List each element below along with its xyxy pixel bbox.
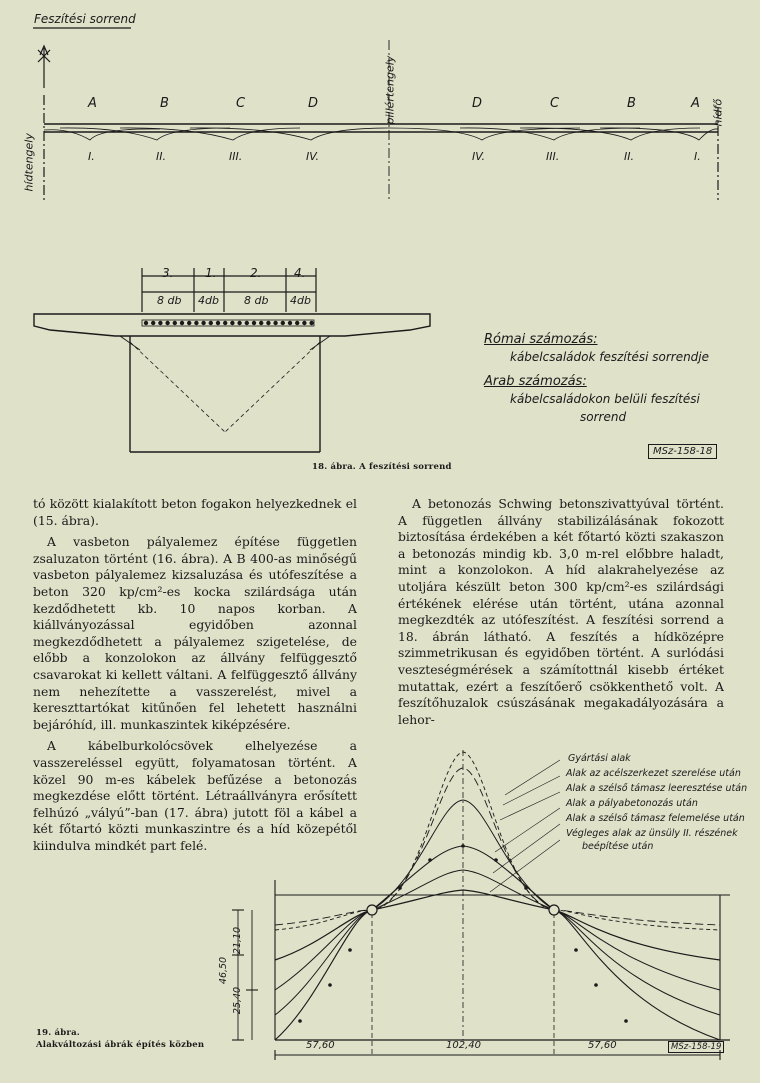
dim-horizontal-right: 57,60 — [588, 1040, 617, 1051]
paragraph: A betonozás Schwing betonszivattyúval történt. A független állvány stabilizálásának fokozott biztosítása érdekében a két főtartó közti szakaszon a betonozás mindig kb. 3,0 m-rel előbbre haladt, mint a konzolokon. A híd alakrahelyezése az utoljára készült beton 300 kp/cm²-es szilárdsági értékének elérése után történt, utána azonnal megkezdték az utófeszítést. A feszítési sorrend a 18. ábrán látható. A feszítés a hídközépre szimmetrikusan és egyidőben történt. A surlódási veszteségmérések a számítottnál kisebb értéket mutattak, ezért a feszítőerő csökkenthető volt. A feszítőhuzalok csúszásának megakadályozására a lehor- — [398, 496, 724, 727]
dim-horizontal-middle: 102,40 — [446, 1040, 481, 1051]
cable-group-right-d: D — [472, 96, 483, 111]
arabic-order-4: 4. — [294, 266, 306, 280]
legend-roman-text: kábelcsaládok feszítési sorrendje — [510, 350, 710, 364]
fig19-legend-1: Alak az acélszerkezet szerelése után — [566, 768, 741, 779]
fig18-axis-left-label: hídtengely — [22, 133, 36, 192]
roman-left-4: IV. — [306, 150, 320, 163]
curve-point — [298, 1019, 302, 1023]
curve-point — [328, 983, 332, 987]
arabic-order-1: 1. — [205, 266, 217, 280]
cable-group-left-b: B — [160, 96, 169, 111]
fig19-legend-2: Alak a szélső támasz leeresztése után — [566, 783, 748, 794]
count-4db-right: 4db — [290, 294, 311, 307]
curve-point — [574, 948, 578, 952]
fig19-legend-5: Végleges alak az ünsüly II. részének — [566, 828, 738, 839]
roman-right-1: I. — [694, 150, 701, 163]
cable-group-right-b: B — [627, 96, 636, 111]
fig19-legend-6: beépítése után — [582, 841, 654, 852]
curve-point — [494, 858, 498, 862]
fig19-legend-4: Alak a szélső támasz felemelése után — [566, 813, 745, 824]
roman-left-2: II. — [156, 150, 166, 163]
dim-vertical-lower: 25,40 — [232, 986, 244, 1015]
fig18-stamp: MSz-158-18 — [648, 444, 717, 459]
roman-left-3: III. — [229, 150, 243, 163]
roman-right-2: II. — [624, 150, 634, 163]
cable-group-left-d: D — [308, 96, 319, 111]
curve-point — [524, 886, 528, 890]
legend-arab-text-1: kábelcsaládokon belüli feszítési — [510, 392, 700, 406]
curve-point — [624, 1019, 628, 1023]
curve-point — [348, 948, 352, 952]
cable-group-left-a: A — [88, 96, 97, 111]
fig19-legend-0: Gyártási alak — [568, 753, 631, 764]
fig19-caption-title: Alakváltozási ábrák építés közben — [36, 1040, 205, 1050]
cable-group-right-a: A — [691, 96, 700, 111]
arabic-order-2: 2. — [250, 266, 262, 280]
dim-vertical-upper: 21,10 — [232, 926, 244, 955]
roman-right-4: IV. — [472, 150, 486, 163]
count-4db-left: 4db — [198, 294, 219, 307]
paragraph: A kábelburkolócsövek elhelyezése a vasszereléssel együtt, folyamatosan történt. A közel 90 m-es kábelek befűzése a betonozás megkezdése előtt történt. Létraállványra erősített felhúzó „vályú”-ban (17. ábra) jutott föl a kábel a két főtartó közti munkaszintre és a híd közepétől kiindulva mindkét part felé. — [33, 738, 357, 853]
arabic-order-3: 3. — [162, 266, 174, 280]
fig19-caption-number: 19. ábra. — [36, 1028, 80, 1038]
cable-group-left-c: C — [236, 96, 246, 111]
curve-point — [461, 844, 465, 848]
fig18-axis-right-label: hídfő — [711, 98, 725, 127]
curve-point — [428, 858, 432, 862]
roman-left-1: I. — [88, 150, 95, 163]
legend-arab-text-2: sorrend — [580, 410, 627, 424]
dim-horizontal-left: 57,60 — [306, 1040, 335, 1051]
dim-vertical-total: 46,50 — [218, 956, 230, 985]
fig18-caption: 18. ábra. A feszítési sorrend — [312, 462, 452, 472]
fig19-stamp: MSz-158-19 — [668, 1041, 724, 1053]
count-8db-left: 8 db — [157, 294, 182, 307]
roman-right-3: III. — [546, 150, 560, 163]
paragraph: A vasbeton pályalemez építése független zsaluzaton történt (16. ábra). A B 400-as minőségű vasbeton pályalemez kizsaluzása és utófeszítése a beton 320 kp/cm²-es kocka szilárdsága után kezdődhetett kb. 10 napos korban. A kiállványozással egyidőben azonnal megkezdődhetett a pályalemez szigetelése, de előbb a konzolokon az állvány felfüggesztő csavarokat ki kellett váltani. A felfüggesztő állvány nem nehezítette a vasszerelést, mivel a kereszttartókat kitűnően fel lehetett használni bejáróhíd, ill. munkaszintek kiképzésére. — [33, 534, 357, 732]
curve-point — [398, 886, 402, 890]
legend-arab-title: Arab számozás: — [484, 374, 587, 389]
cable-group-right-c: C — [550, 96, 560, 111]
curve-point — [594, 983, 598, 987]
fig19-legend-3: Alak a pályabetonozás után — [566, 798, 698, 809]
fig18-axis-center-label: pillértengely — [383, 55, 397, 125]
paragraph: tó között kialakított beton fogakon helyezkednek el (15. ábra). — [33, 496, 357, 528]
fig18-title: Feszítési sorrend — [34, 12, 136, 26]
legend-roman-title: Római számozás: — [484, 332, 598, 347]
count-8db-right: 8 db — [244, 294, 269, 307]
